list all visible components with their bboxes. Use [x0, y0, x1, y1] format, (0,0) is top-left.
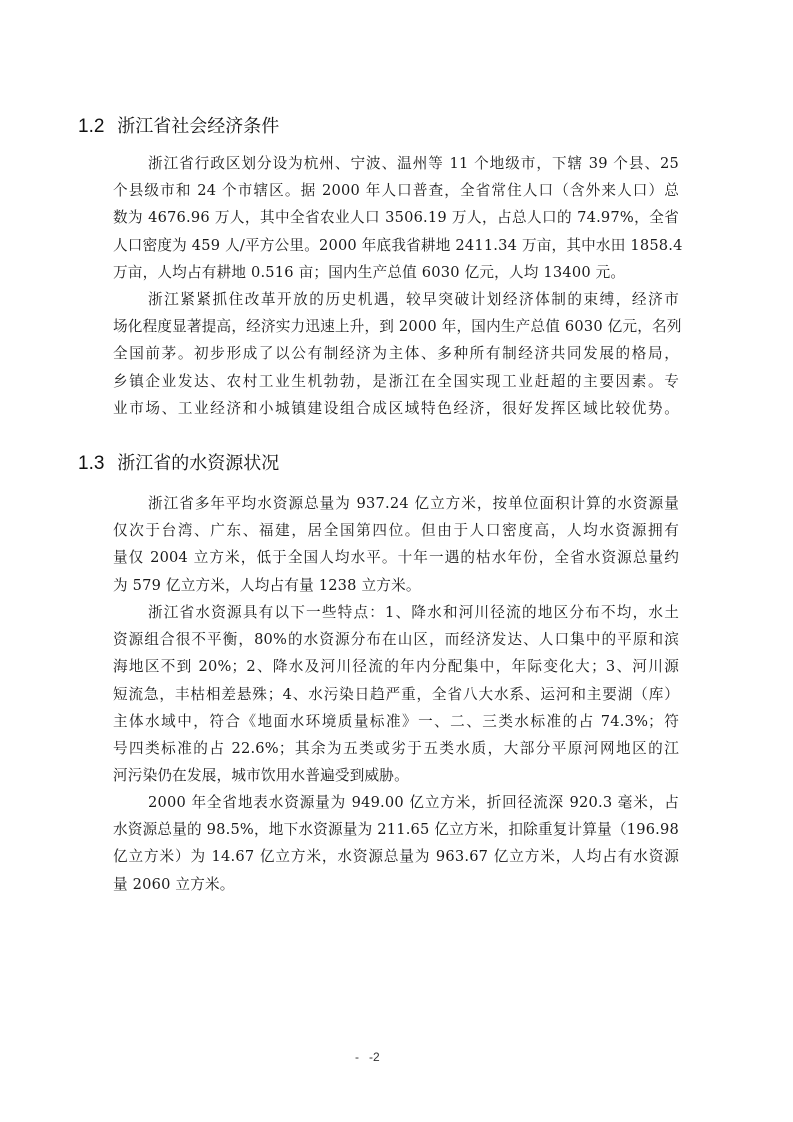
paragraph-admin-divisions	[113, 150, 683, 286]
text-line: 主体水域中，符合《地面水环境质量标准》一、二、三类水标准的占 74.3%；符	[113, 712, 679, 730]
paragraph-water-total	[113, 490, 679, 599]
section-heading-1-2	[78, 114, 279, 140]
paragraph-economy	[113, 286, 682, 422]
text-line: 资源组合很不平衡，80%的水资源分布在山区，而经济发达、人口集中的平原和滨	[113, 631, 679, 649]
text-line: 浙江紧紧抓住改革开放的历史机遇，较早突破计划经济体制的束缚，经济市	[148, 291, 679, 308]
section-title: 浙江省的水资源状况	[117, 453, 280, 474]
text-line: 2000 年全省地表水资源量为 949.00 亿立方米，折回径流深 920.3 毫米，占	[148, 794, 679, 811]
text-line: 水资源总量的 98.5%，地下水资源量为 211.65 亿立方米，扣除重复计算量（196.98	[113, 821, 679, 839]
text-line: 浙江省行政区划分设为杭州、宁波、温州等 11 个地级市，下辖 39 个县、25	[148, 155, 679, 172]
text-line: 海地区不到 20%；2、降水及河川径流的年内分配集中，年际变化大；3、河川源	[113, 658, 679, 676]
text-line: 为 579 亿立方米，人均占有量 1238 立方米。	[113, 576, 421, 594]
text-line: 全国前茅。初步形成了以公有制经济为主体、多种所有制经济共同发展的格局，	[113, 345, 679, 363]
paragraph-water-2000	[113, 789, 679, 898]
text-line: 河污染仍在发展，城市饮用水普遍受到威胁。	[113, 767, 409, 785]
text-line: 万亩，人均占有耕地 0.516 亩；国内生产总值 6030 亿元，人均 13400 元。	[113, 263, 626, 281]
section-number: 1.3	[78, 453, 105, 474]
text-line: 仅次于台湾、广东、福建，居全国第四位。但由于人口密度高，人均水资源拥有	[113, 522, 679, 540]
section-heading-1-3	[78, 451, 279, 477]
page-number: - -2	[355, 1050, 380, 1064]
text-line: 浙江省多年平均水资源总量为 937.24 亿立方米，按单位面积计算的水资源量	[148, 495, 679, 512]
text-line: 浙江省水资源具有以下一些特点：1、降水和河川径流的地区分布不均，水土	[148, 604, 679, 621]
paragraph-water-characteristics	[113, 599, 679, 789]
text-line: 人口密度为 459 人/平方公里。2000 年底我省耕地 2411.34 万亩，其中水田 1858.4	[113, 236, 683, 254]
text-line: 量仅 2004 立方米，低于全国人均水平。十年一遇的枯水年份，全省水资源总量约	[113, 549, 679, 567]
text-line: 业市场、工业经济和小城镇建设组合成区域特色经济，很好发挥区域比较优势。	[113, 399, 679, 417]
text-line: 量 2060 立方米。	[113, 875, 235, 893]
section-number: 1.2	[78, 116, 105, 137]
text-line: 乡镇企业发达、农村工业生机勃勃，是浙江在全国实现工业赶超的主要因素。专	[113, 372, 679, 390]
text-line: 短流急，丰枯相差悬殊；4、水污染日趋严重，全省八大水系、运河和主要湖（库）	[113, 685, 679, 703]
text-line: 亿立方米）为 14.67 亿立方米，水资源总量为 963.67 亿立方米，人均占有水资源	[113, 848, 679, 866]
section-title: 浙江省社会经济条件	[117, 116, 280, 137]
text-line: 号四类标准的占 22.6%；其余为五类或劣于五类水质，大部分平原河网地区的江	[113, 740, 679, 758]
text-line: 数为 4676.96 万人，其中全省农业人口 3506.19 万人，占总人口的 74.97%，全省	[113, 209, 679, 227]
text-line: 个县级市和 24 个市辖区。据 2000 年人口普查，全省常住人口（含外来人口）总	[113, 182, 679, 200]
text-line: 场化程度显著提高，经济实力迅速上升，到 2000 年，国内生产总值 6030 亿元，名列	[113, 318, 682, 336]
